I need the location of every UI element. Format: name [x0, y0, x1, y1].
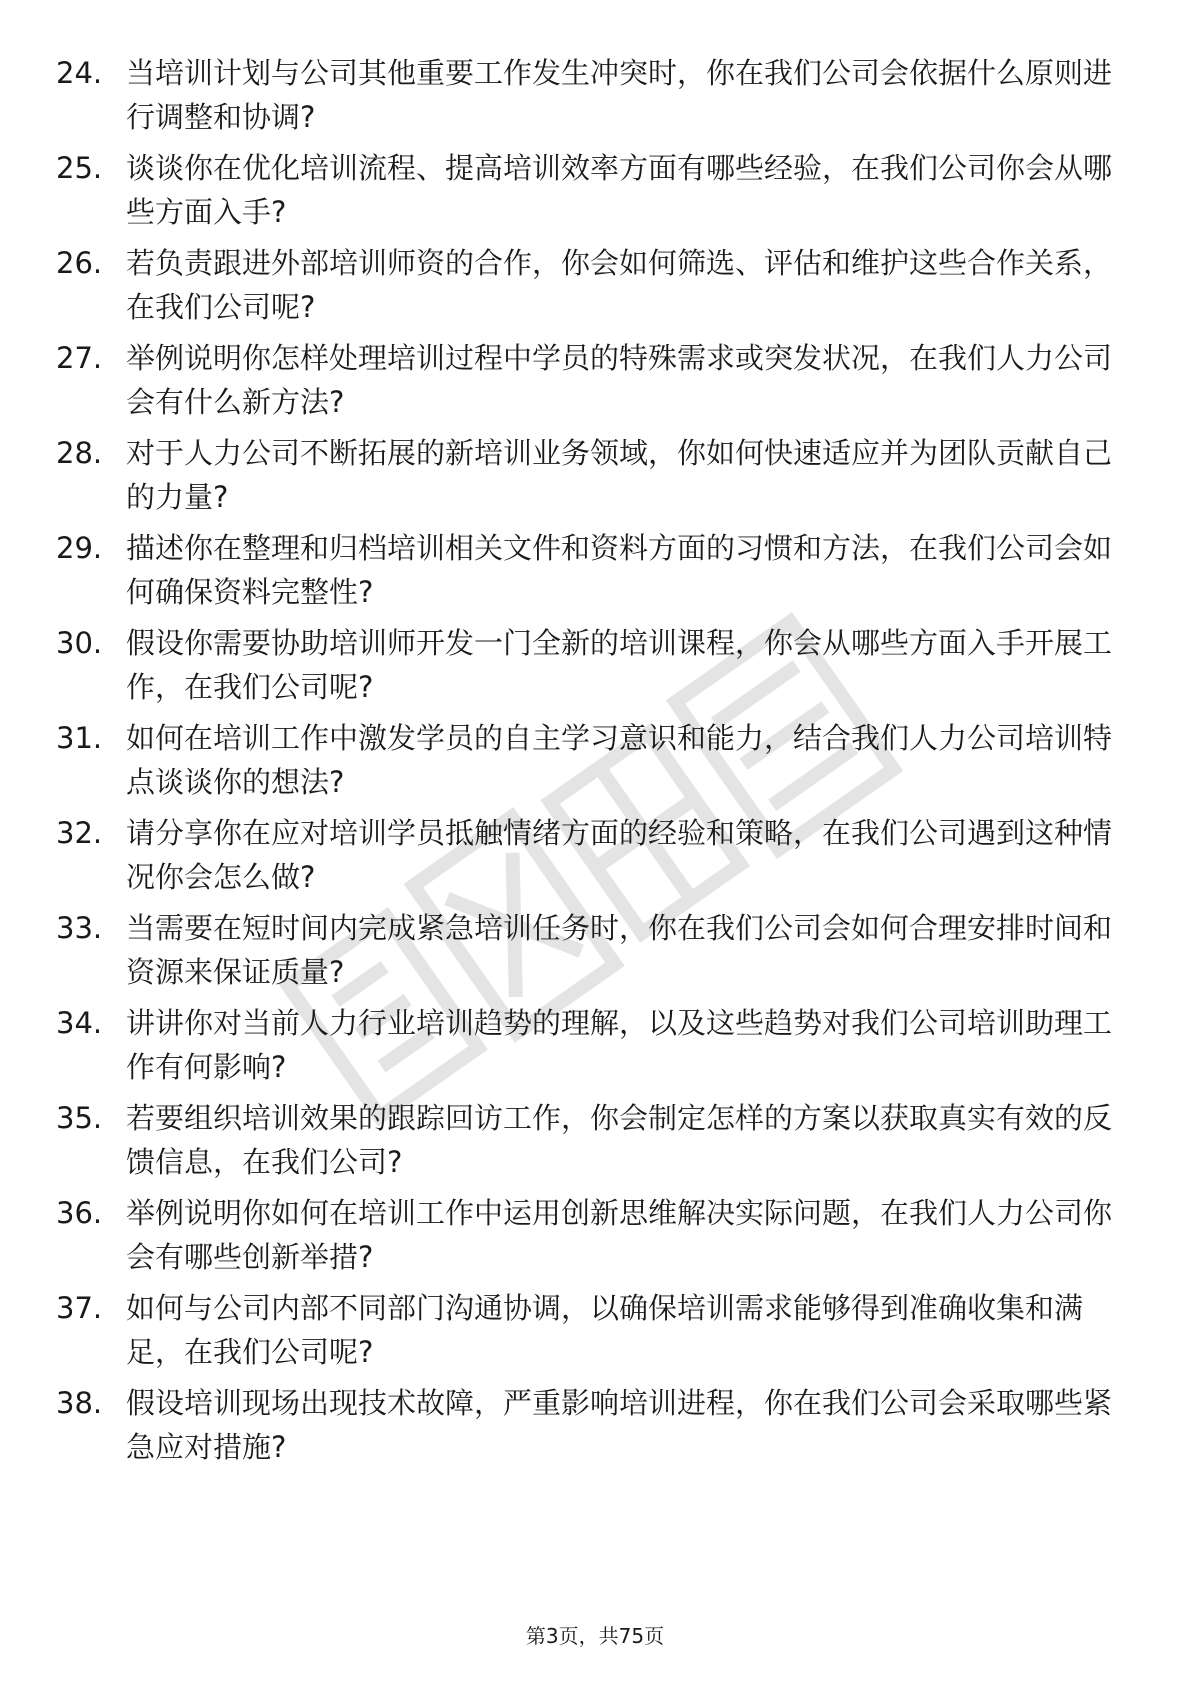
question-number: 33. [56, 911, 103, 945]
list-item [56, 526, 1136, 626]
question-text: 当需要在短时间内完成紧急培训任务时，你在我们公司会如何合理安排时间和资源来保证质量? [126, 911, 1113, 989]
question-text: 如何在培训工作中激发学员的自主学习意识和能力，结合我们人力公司培训特点谈谈你的想法? [126, 721, 1113, 799]
question-text: 描述你在整理和归档培训相关文件和资料方面的习惯和方法，在我们公司会如何确保资料完整性? [126, 531, 1113, 609]
question-number: 25. [56, 151, 103, 185]
question-number: 32. [56, 816, 103, 850]
question-text: 对于人力公司不断拓展的新培训业务领域，你如何快速适应并为团队贡献自己的力量? [126, 436, 1113, 514]
list-item [56, 241, 1136, 341]
question-text: 举例说明你怎样处理培训过程中学员的特殊需求或突发状况，在我们人力公司会有什么新方法? [126, 341, 1113, 419]
question-text: 讲讲你对当前人力行业培训趋势的理解，以及这些趋势对我们公司培训助理工作有何影响? [126, 1006, 1113, 1084]
question-text: 假设培训现场出现技术故障，严重影响培训进程，你在我们公司会采取哪些紧急应对措施? [126, 1386, 1113, 1464]
question-text: 若要组织培训效果的跟踪回访工作，你会制定怎样的方案以获取真实有效的反馈信息，在我们公司? [126, 1101, 1113, 1179]
question-number: 27. [56, 341, 103, 375]
question-number: 37. [56, 1291, 103, 1325]
list-item [56, 621, 1136, 721]
question-text: 请分享你在应对培训学员抵触情绪方面的经验和策略，在我们公司遇到这种情况你会怎么做? [126, 816, 1113, 894]
list-item [56, 336, 1136, 436]
list-item [56, 811, 1136, 911]
list-item [56, 1001, 1136, 1101]
question-number: 36. [56, 1196, 103, 1230]
list-item [56, 906, 1136, 1006]
question-text: 谈谈你在优化培训流程、提高培训效率方面有哪些经验，在我们公司你会从哪些方面入手? [126, 151, 1113, 229]
question-number: 31. [56, 721, 103, 755]
question-number: 24. [56, 56, 103, 90]
question-number: 30. [56, 626, 103, 660]
question-number: 35. [56, 1101, 103, 1135]
question-text: 举例说明你如何在培训工作中运用创新思维解决实际问题，在我们人力公司你会有哪些创新举措? [126, 1196, 1113, 1274]
list-item [56, 1191, 1136, 1291]
question-text: 如何与公司内部不同部门沟通协调，以确保培训需求能够得到准确收集和满足，在我们公司呢? [126, 1291, 1084, 1369]
list-item [56, 51, 1136, 151]
question-number: 34. [56, 1006, 103, 1040]
question-number: 29. [56, 531, 103, 565]
question-number: 38. [56, 1386, 103, 1420]
list-item [56, 1286, 1136, 1386]
question-number: 28. [56, 436, 103, 470]
list-item [56, 431, 1136, 531]
question-text: 若负责跟进外部培训师资的合作，你会如何筛选、评估和维护这些合作关系，在我们公司呢? [126, 246, 1113, 324]
list-item [56, 146, 1136, 246]
question-number: 26. [56, 246, 103, 280]
list-item [56, 1096, 1136, 1196]
question-text: 当培训计划与公司其他重要工作发生冲突时，你在我们公司会依据什么原则进行调整和协调? [126, 56, 1113, 134]
question-text: 假设你需要协助培训师开发一门全新的培训课程，你会从哪些方面入手开展工作，在我们公司呢? [126, 626, 1113, 704]
page-number: 第3页，共75页 [525, 1624, 665, 1648]
list-item [56, 1381, 1136, 1481]
list-item [56, 716, 1136, 816]
